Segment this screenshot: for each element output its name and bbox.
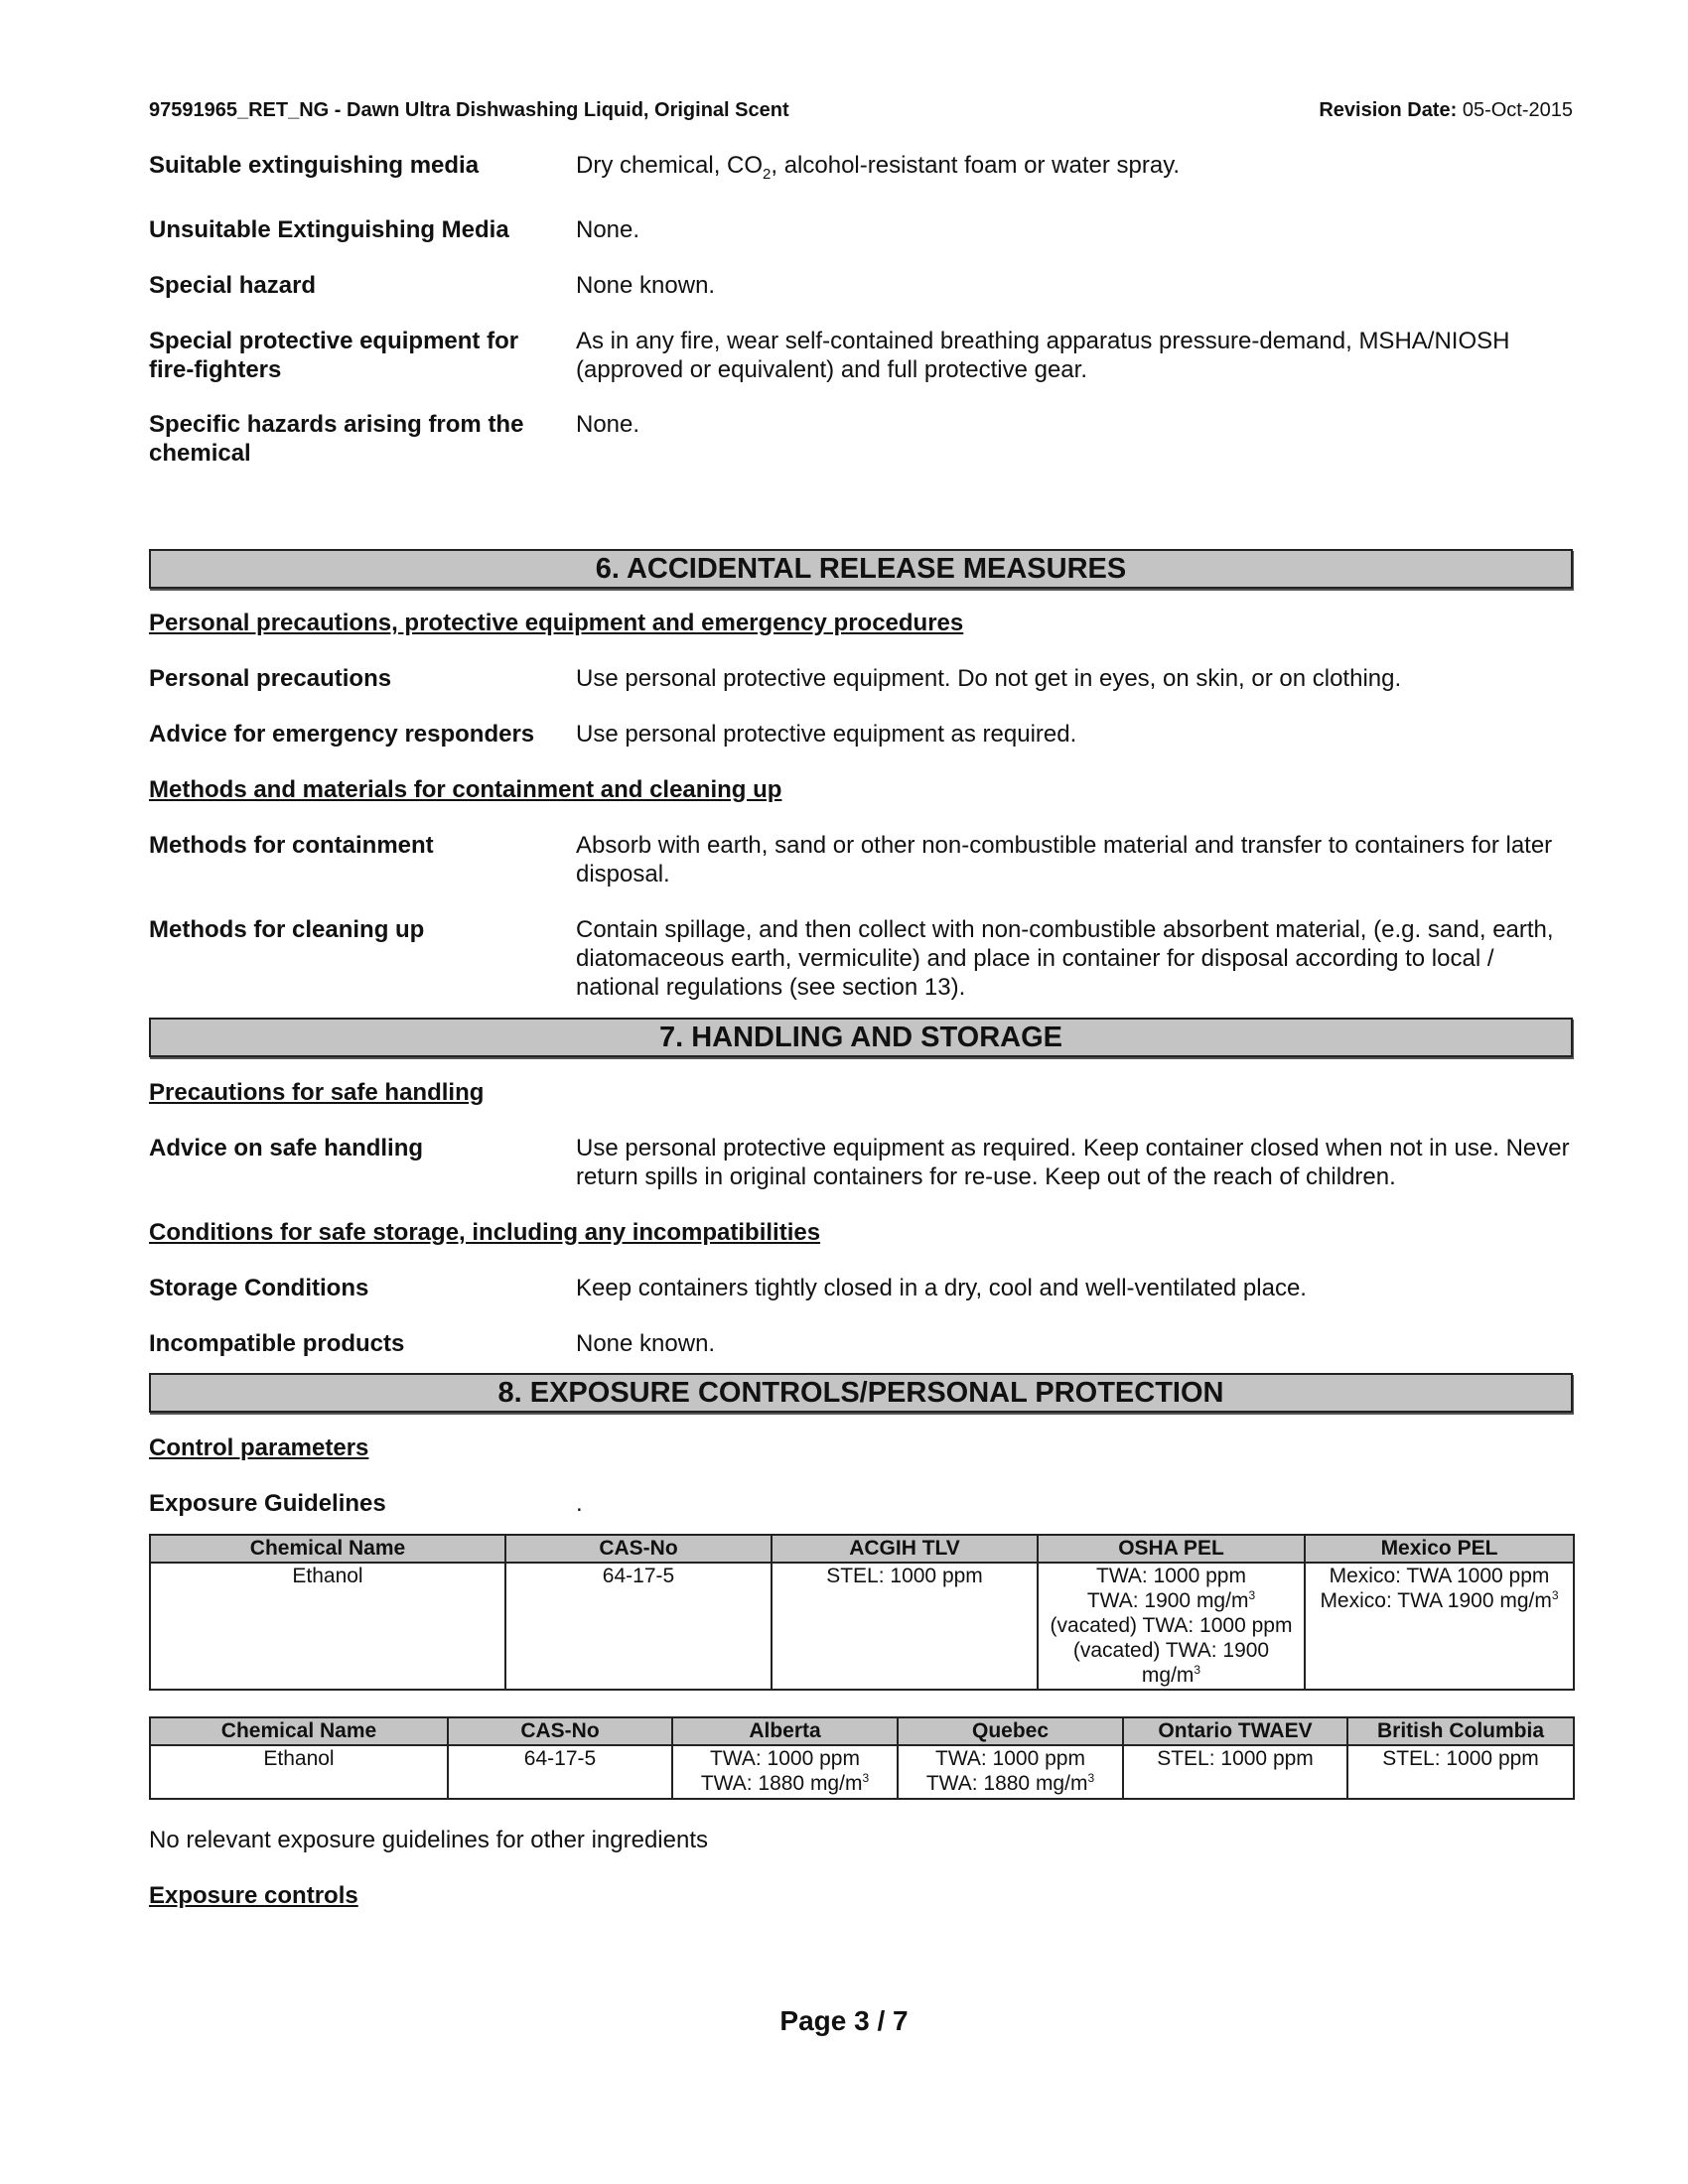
table-row xyxy=(150,1745,1574,1799)
section-6-title: 6. ACCIDENTAL RELEASE MEASURES xyxy=(149,549,1573,589)
field-label: Specific hazards arising from the chemical xyxy=(149,410,524,467)
column-header: Quebec xyxy=(898,1717,1123,1745)
revision-date: 05-Oct-2015 xyxy=(1462,99,1573,121)
field-value: Absorb with earth, sand or other non-combustible material and transfer to containers for later disposal. xyxy=(576,831,1553,887)
field-value: Use personal protective equipment as required. Keep container closed when not in use. Never return spills in original containers for re-use. Keep out of the reach of children. xyxy=(576,1134,1570,1190)
field-row xyxy=(149,720,1573,749)
field-row xyxy=(149,664,1573,693)
column-header: Ontario TWAEV xyxy=(1123,1717,1347,1745)
field-row xyxy=(149,831,1573,888)
column-header: CAS-No xyxy=(448,1717,672,1745)
field-label: Incompatible products xyxy=(149,1329,405,1357)
table-cell: STEL: 1000 ppm xyxy=(1123,1745,1347,1799)
field-value: . xyxy=(576,1489,583,1517)
column-header: Chemical Name xyxy=(150,1717,448,1745)
table-cell: TWA: 1000 ppm TWA: 1900 $mg/m^3$ (vacated) TWA: 1000 ppm (vacated) TWA: 1900 $mg/m^3$ xyxy=(1038,1563,1305,1690)
field-value: None known. xyxy=(576,1329,716,1357)
field-row xyxy=(149,151,1573,189)
field-label: Methods for containment xyxy=(149,831,434,859)
section-7-title: 7. HANDLING AND STORAGE xyxy=(149,1018,1573,1057)
table-row xyxy=(150,1563,1574,1690)
field-value: Use personal protective equipment. Do not get in eyes, on skin, or on clothing. xyxy=(576,664,1402,692)
revision-info xyxy=(1319,99,1573,129)
field-row xyxy=(149,410,1573,468)
field-label: Unsuitable Extinguishing Media xyxy=(149,215,509,243)
page-number: Page 3 / 7 xyxy=(779,2005,909,2036)
field-value: Contain spillage, and then collect with non-combustible absorbent material, (e.g. sand, earth, diatomaceous earth, vermiculite) and place in container for disposal according to local / national regulations (see section 13). xyxy=(576,915,1554,1001)
subsection-heading: Exposure controls xyxy=(149,1881,358,1909)
field-label: Methods for cleaning up xyxy=(149,915,425,943)
subsection-heading: Personal precautions, protective equipment and emergency procedures xyxy=(149,609,964,636)
column-header: ACGIH TLV xyxy=(772,1535,1038,1563)
field-label: Advice for emergency responders xyxy=(149,720,535,748)
field-label: Personal precautions xyxy=(149,664,392,692)
field-row xyxy=(149,1489,1573,1518)
field-value: None. xyxy=(576,215,640,243)
exposure-table-2 xyxy=(149,1716,1575,1800)
table-cell: 64-17-5 xyxy=(505,1563,772,1690)
field-value: Use personal protective equipment as required. xyxy=(576,720,1077,748)
table-cell: TWA: 1000 ppm TWA: 1880 $mg/m^3$ xyxy=(672,1745,898,1799)
field-label: Suitable extinguishing media xyxy=(149,152,480,179)
table-header-row xyxy=(150,1717,1574,1745)
field-row xyxy=(149,1274,1573,1302)
field-row xyxy=(149,1329,1573,1358)
column-header: Mexico PEL xyxy=(1305,1535,1574,1563)
exposure-note: No relevant exposure guidelines for other ingredients xyxy=(149,1826,709,1853)
column-header: CAS-No xyxy=(505,1535,772,1563)
page-header xyxy=(149,99,1573,129)
column-header: Chemical Name xyxy=(150,1535,505,1563)
field-label: Special protective equipment for fire-fighters xyxy=(149,327,519,383)
subsection-heading: Methods and materials for containment and cleaning up xyxy=(149,775,782,803)
subsection-heading: Control parameters xyxy=(149,1433,369,1461)
field-row xyxy=(149,915,1573,1002)
revision-label: Revision Date: xyxy=(1319,99,1458,121)
table-cell: Ethanol xyxy=(150,1563,505,1690)
table-cell: STEL: 1000 ppm xyxy=(772,1563,1038,1690)
exposure-table-1 xyxy=(149,1534,1575,1691)
field-value: Dry chemical, $CO_2$, alcohol-resistant foam or water spray. xyxy=(576,152,1181,183)
table-cell: STEL: 1000 ppm xyxy=(1347,1745,1574,1799)
table-cell: TWA: 1000 ppm TWA: 1880 $mg/m^3$ xyxy=(898,1745,1123,1799)
field-value: As in any fire, wear self-contained breathing apparatus pressure-demand, MSHA/NIOSH (approved or equivalent) and full protective gear. xyxy=(576,327,1510,383)
table-header-row xyxy=(150,1535,1574,1563)
subsection-heading: Conditions for safe storage, including any incompatibilities xyxy=(149,1218,821,1246)
column-header: OSHA PEL xyxy=(1038,1535,1305,1563)
field-label: Special hazard xyxy=(149,271,317,299)
field-row xyxy=(149,271,1573,300)
field-value: None. xyxy=(576,410,640,438)
field-value: None known. xyxy=(576,271,716,299)
subsection-heading: Precautions for safe handling xyxy=(149,1078,485,1106)
column-header: Alberta xyxy=(672,1717,898,1745)
field-row xyxy=(149,327,1573,384)
field-row xyxy=(149,215,1573,244)
table-cell: 64-17-5 xyxy=(448,1745,672,1799)
field-label: Advice on safe handling xyxy=(149,1134,424,1161)
field-value: Keep containers tightly closed in a dry, cool and well-ventilated place. xyxy=(576,1274,1307,1301)
document-page xyxy=(149,99,1573,1910)
section-8-title: 8. EXPOSURE CONTROLS/PERSONAL PROTECTION xyxy=(149,1373,1573,1413)
document-id: 97591965_RET_NG - Dawn Ultra Dishwashing Liquid, Original Scent xyxy=(149,99,789,121)
table-cell: Mexico: TWA 1000 ppm Mexico: TWA 1900 $mg/m^3$ xyxy=(1305,1563,1574,1690)
field-label: Storage Conditions xyxy=(149,1274,369,1301)
table-cell: Ethanol xyxy=(150,1745,448,1799)
column-header: British Columbia xyxy=(1347,1717,1574,1745)
field-row xyxy=(149,1134,1573,1191)
field-label: Exposure Guidelines xyxy=(149,1489,386,1517)
